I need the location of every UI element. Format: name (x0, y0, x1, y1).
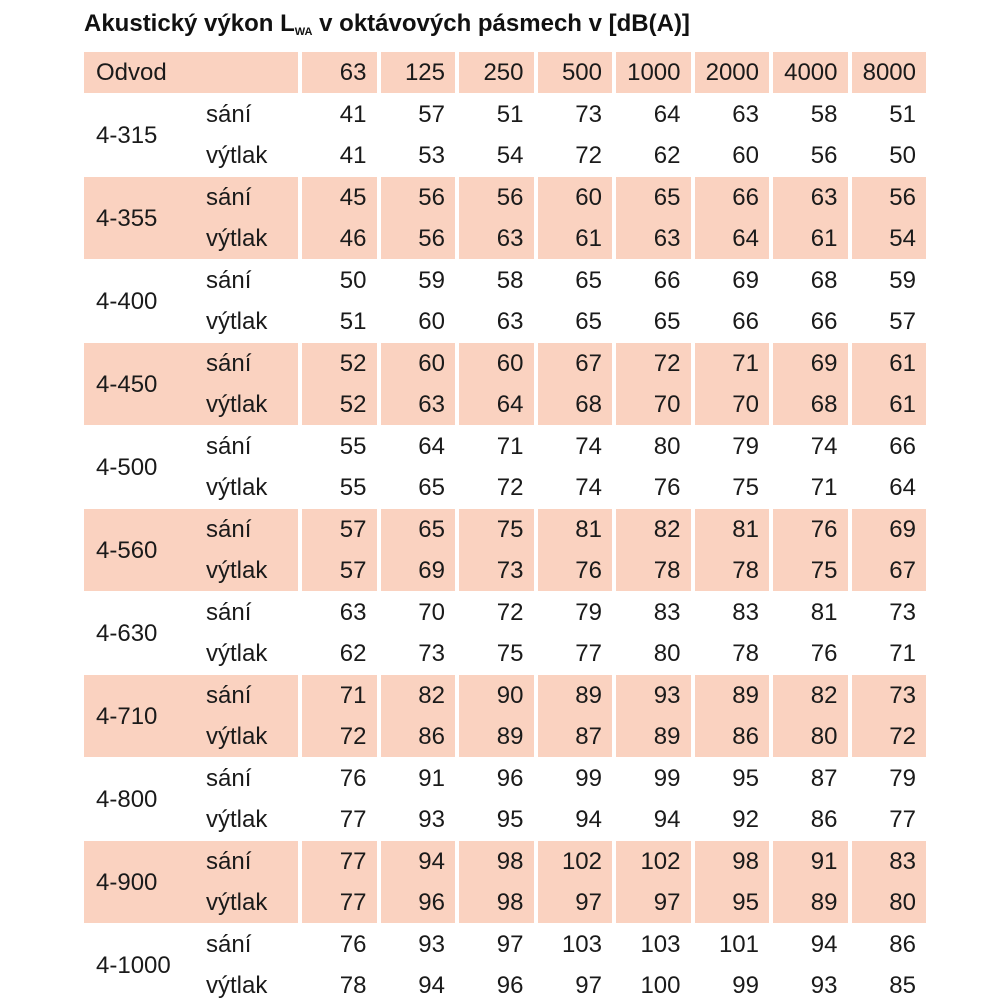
outlet-value: 77 (534, 633, 613, 674)
outlet-value: 54 (455, 135, 534, 176)
outlet-value: 56 (377, 218, 456, 259)
inlet-value: 69 (848, 508, 927, 550)
table-row-outlet (84, 384, 926, 425)
inlet-value: 59 (848, 259, 927, 301)
table-row-outlet (84, 467, 926, 508)
inlet-label: sání (198, 840, 298, 882)
header-band: 500 (534, 52, 613, 93)
outlet-value: 72 (298, 716, 377, 757)
inlet-value: 73 (848, 674, 927, 716)
outlet-value: 66 (769, 301, 848, 342)
inlet-value: 55 (298, 425, 377, 467)
outlet-value: 64 (455, 384, 534, 425)
inlet-value: 86 (848, 923, 927, 965)
inlet-value: 72 (455, 591, 534, 633)
inlet-value: 73 (534, 93, 613, 135)
inlet-value: 80 (612, 425, 691, 467)
inlet-value: 61 (848, 342, 927, 384)
outlet-value: 75 (691, 467, 770, 508)
inlet-value: 87 (769, 757, 848, 799)
outlet-value: 89 (769, 882, 848, 923)
inlet-value: 81 (769, 591, 848, 633)
outlet-value: 72 (848, 716, 927, 757)
outlet-value: 41 (298, 135, 377, 176)
inlet-value: 69 (691, 259, 770, 301)
table-row-inlet (84, 923, 926, 965)
inlet-value: 99 (534, 757, 613, 799)
inlet-value: 90 (455, 674, 534, 716)
outlet-label: výtlak (206, 474, 268, 501)
inlet-value: 95 (691, 757, 770, 799)
inlet-label: sání (198, 425, 298, 467)
inlet-value: 76 (298, 923, 377, 965)
outlet-value: 97 (534, 882, 613, 923)
outlet-value: 73 (377, 633, 456, 674)
inlet-value: 89 (691, 674, 770, 716)
inlet-label: sání (198, 674, 298, 716)
model-label: 4-500 (84, 425, 198, 508)
inlet-value: 72 (612, 342, 691, 384)
inlet-value: 57 (377, 93, 456, 135)
model-label: 4-400 (84, 259, 198, 342)
outlet-value: 61 (534, 218, 613, 259)
inlet-value: 82 (612, 508, 691, 550)
outlet-value: 56 (769, 135, 848, 176)
outlet-value: 76 (534, 550, 613, 591)
inlet-value: 50 (298, 259, 377, 301)
inlet-value: 65 (534, 259, 613, 301)
inlet-value: 91 (377, 757, 456, 799)
outlet-value: 95 (691, 882, 770, 923)
outlet-label: výtlak (206, 308, 268, 335)
header-band: 2000 (691, 52, 770, 93)
outlet-value: 86 (691, 716, 770, 757)
inlet-value: 103 (534, 923, 613, 965)
inlet-value: 70 (377, 591, 456, 633)
table-row-inlet (84, 840, 926, 882)
header-odvod: Odvod (84, 52, 298, 93)
table-row-inlet (84, 176, 926, 218)
inlet-label: sání (198, 93, 298, 135)
outlet-value: 63 (455, 218, 534, 259)
outlet-label: výtlak (198, 384, 298, 425)
outlet-label: výtlak (206, 142, 268, 169)
inlet-value: 64 (612, 93, 691, 135)
outlet-value: 73 (455, 550, 534, 591)
table-row-inlet (84, 508, 926, 550)
outlet-value: 51 (298, 301, 377, 342)
outlet-label: výtlak (198, 550, 298, 591)
table-row-inlet (84, 259, 926, 301)
outlet-value: 94 (534, 799, 613, 840)
table-row-inlet (84, 674, 926, 716)
inlet-value: 94 (769, 923, 848, 965)
inlet-value: 75 (455, 508, 534, 550)
header-band: 8000 (848, 52, 927, 93)
acoustic-power-table (84, 52, 926, 1006)
outlet-value: 63 (455, 301, 534, 342)
outlet-value: 53 (377, 135, 456, 176)
outlet-value: 76 (769, 633, 848, 674)
inlet-value: 98 (455, 840, 534, 882)
outlet-value: 68 (534, 384, 613, 425)
outlet-value: 96 (455, 965, 534, 1006)
outlet-value: 78 (691, 550, 770, 591)
model-label: 4-1000 (84, 923, 198, 1006)
outlet-value: 65 (377, 467, 456, 508)
header-band: 250 (455, 52, 534, 93)
inlet-value: 58 (769, 93, 848, 135)
outlet-value: 77 (848, 799, 927, 840)
title-subscript: WA (294, 26, 313, 38)
inlet-value: 82 (377, 674, 456, 716)
model-label: 4-710 (84, 674, 198, 757)
outlet-value: 70 (691, 384, 770, 425)
inlet-value: 83 (848, 840, 927, 882)
inlet-value: 83 (612, 591, 691, 633)
inlet-value: 71 (455, 425, 534, 467)
outlet-value: 50 (848, 135, 927, 176)
table-row-outlet (84, 135, 926, 176)
inlet-value: 89 (534, 674, 613, 716)
inlet-value: 102 (534, 840, 613, 882)
inlet-label: sání (198, 591, 298, 633)
header-band: 4000 (769, 52, 848, 93)
inlet-label: sání (198, 757, 298, 799)
inlet-value: 63 (298, 591, 377, 633)
outlet-value: 57 (298, 550, 377, 591)
inlet-value: 67 (534, 342, 613, 384)
table-row-inlet (84, 425, 926, 467)
outlet-value: 100 (612, 965, 691, 1006)
table-row-outlet (84, 882, 926, 923)
outlet-value: 55 (298, 467, 377, 508)
inlet-value: 81 (534, 508, 613, 550)
outlet-value: 93 (769, 965, 848, 1006)
outlet-value: 89 (612, 716, 691, 757)
inlet-label: sání (198, 508, 298, 550)
outlet-value: 97 (534, 965, 613, 1006)
table-row-inlet (84, 93, 926, 135)
inlet-value: 103 (612, 923, 691, 965)
header-row (84, 52, 926, 93)
outlet-value: 78 (298, 965, 377, 1006)
header-band: 63 (298, 52, 377, 93)
table-title (84, 8, 690, 44)
outlet-value: 94 (612, 799, 691, 840)
table-row-outlet (84, 633, 926, 674)
inlet-label: sání (198, 176, 298, 218)
inlet-value: 94 (377, 840, 456, 882)
outlet-value: 65 (612, 301, 691, 342)
inlet-value: 93 (377, 923, 456, 965)
inlet-value: 73 (848, 591, 927, 633)
outlet-value: 62 (298, 633, 377, 674)
outlet-value: 76 (612, 467, 691, 508)
header-band: 125 (377, 52, 456, 93)
outlet-value: 68 (769, 384, 848, 425)
inlet-value: 64 (377, 425, 456, 467)
inlet-value: 41 (298, 93, 377, 135)
inlet-value: 51 (455, 93, 534, 135)
inlet-value: 60 (377, 342, 456, 384)
outlet-value: 71 (769, 467, 848, 508)
inlet-value: 65 (377, 508, 456, 550)
header-band: 1000 (612, 52, 691, 93)
title-suffix: v oktávových pásmech v [dB(A)] (312, 10, 690, 37)
outlet-value: 98 (455, 882, 534, 923)
outlet-value: 66 (691, 301, 770, 342)
outlet-value: 64 (848, 467, 927, 508)
inlet-value: 56 (455, 176, 534, 218)
outlet-value: 95 (455, 799, 534, 840)
inlet-value: 59 (377, 259, 456, 301)
outlet-value: 77 (298, 799, 377, 840)
model-label: 4-630 (84, 591, 198, 674)
inlet-label: sání (198, 259, 298, 301)
inlet-value: 96 (455, 757, 534, 799)
inlet-value: 51 (848, 93, 927, 135)
outlet-value: 87 (534, 716, 613, 757)
outlet-label: výtlak (198, 716, 298, 757)
inlet-value: 74 (769, 425, 848, 467)
inlet-value: 98 (691, 840, 770, 882)
outlet-value: 77 (298, 882, 377, 923)
inlet-value: 76 (298, 757, 377, 799)
model-label: 4-450 (84, 342, 198, 425)
outlet-value: 80 (612, 633, 691, 674)
inlet-value: 71 (298, 674, 377, 716)
inlet-value: 60 (534, 176, 613, 218)
inlet-value: 83 (691, 591, 770, 633)
outlet-label: výtlak (206, 972, 268, 999)
inlet-value: 82 (769, 674, 848, 716)
model-label: 4-560 (84, 508, 198, 591)
outlet-value: 52 (298, 384, 377, 425)
inlet-value: 66 (848, 425, 927, 467)
inlet-value: 52 (298, 342, 377, 384)
outlet-value: 46 (298, 218, 377, 259)
table-row-outlet (84, 716, 926, 757)
outlet-value: 61 (769, 218, 848, 259)
outlet-value: 74 (534, 467, 613, 508)
outlet-value: 65 (534, 301, 613, 342)
inlet-value: 65 (612, 176, 691, 218)
outlet-value: 69 (377, 550, 456, 591)
inlet-value: 74 (534, 425, 613, 467)
inlet-value: 66 (612, 259, 691, 301)
outlet-value: 75 (455, 633, 534, 674)
outlet-value: 62 (612, 135, 691, 176)
inlet-value: 56 (848, 176, 927, 218)
outlet-label: výtlak (198, 218, 298, 259)
outlet-value: 57 (848, 301, 927, 342)
inlet-value: 102 (612, 840, 691, 882)
model-label: 4-800 (84, 757, 198, 840)
inlet-value: 81 (691, 508, 770, 550)
outlet-value: 63 (377, 384, 456, 425)
outlet-value: 63 (612, 218, 691, 259)
inlet-value: 63 (691, 93, 770, 135)
inlet-value: 77 (298, 840, 377, 882)
outlet-label: výtlak (206, 640, 268, 667)
outlet-value: 80 (848, 882, 927, 923)
inlet-value: 71 (691, 342, 770, 384)
inlet-value: 57 (298, 508, 377, 550)
outlet-value: 64 (691, 218, 770, 259)
inlet-value: 58 (455, 259, 534, 301)
model-label: 4-900 (84, 840, 198, 923)
inlet-value: 79 (848, 757, 927, 799)
inlet-value: 93 (612, 674, 691, 716)
outlet-value: 54 (848, 218, 927, 259)
inlet-value: 91 (769, 840, 848, 882)
table-body (84, 93, 926, 1006)
table-row-inlet (84, 591, 926, 633)
inlet-value: 56 (377, 176, 456, 218)
outlet-value: 71 (848, 633, 927, 674)
outlet-value: 93 (377, 799, 456, 840)
model-label: 4-315 (84, 93, 198, 176)
inlet-value: 63 (769, 176, 848, 218)
inlet-value: 60 (455, 342, 534, 384)
title-prefix: Akustický výkon L (84, 10, 295, 37)
table-row-outlet (84, 799, 926, 840)
outlet-value: 61 (848, 384, 927, 425)
outlet-value: 94 (377, 965, 456, 1006)
outlet-value: 89 (455, 716, 534, 757)
table-row-outlet (84, 550, 926, 591)
table-row-inlet (84, 757, 926, 799)
outlet-value: 72 (455, 467, 534, 508)
outlet-value: 80 (769, 716, 848, 757)
outlet-value: 85 (848, 965, 927, 1006)
outlet-value: 70 (612, 384, 691, 425)
outlet-value: 78 (612, 550, 691, 591)
inlet-value: 99 (612, 757, 691, 799)
outlet-label: výtlak (206, 806, 268, 833)
outlet-value: 92 (691, 799, 770, 840)
inlet-value: 79 (534, 591, 613, 633)
inlet-label: sání (198, 342, 298, 384)
outlet-label: výtlak (198, 882, 298, 923)
outlet-value: 60 (377, 301, 456, 342)
outlet-value: 72 (534, 135, 613, 176)
inlet-value: 66 (691, 176, 770, 218)
inlet-value: 101 (691, 923, 770, 965)
outlet-value: 86 (377, 716, 456, 757)
inlet-value: 68 (769, 259, 848, 301)
table-row-inlet (84, 342, 926, 384)
outlet-value: 60 (691, 135, 770, 176)
outlet-value: 99 (691, 965, 770, 1006)
outlet-value: 78 (691, 633, 770, 674)
model-label: 4-355 (84, 176, 198, 259)
inlet-label: sání (198, 923, 298, 965)
table-row-outlet (84, 218, 926, 259)
outlet-value: 86 (769, 799, 848, 840)
outlet-value: 96 (377, 882, 456, 923)
inlet-value: 76 (769, 508, 848, 550)
inlet-value: 79 (691, 425, 770, 467)
table-row-outlet (84, 301, 926, 342)
outlet-value: 67 (848, 550, 927, 591)
inlet-value: 45 (298, 176, 377, 218)
outlet-value: 75 (769, 550, 848, 591)
inlet-value: 69 (769, 342, 848, 384)
outlet-value: 97 (612, 882, 691, 923)
inlet-value: 97 (455, 923, 534, 965)
